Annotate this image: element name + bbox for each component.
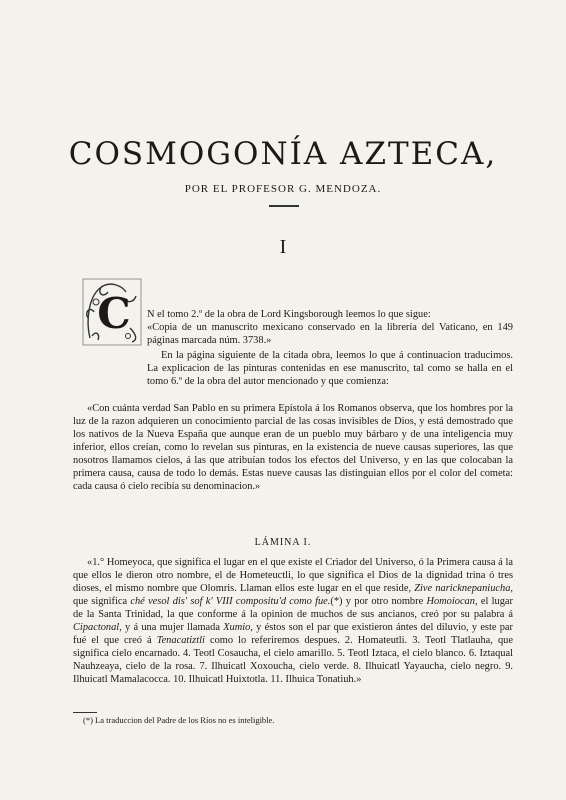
paragraph-1-quote: «Copia de un manuscrito mexicano conservado en la librería del Vaticano, en 149 páginas marcada núm. 3738.»	[147, 322, 513, 346]
drop-cap-letter: C	[97, 289, 131, 338]
paragraph-3-quote: «Con cuánta verdad San Pablo en su primera Epístola á los Romanos observa, que los hombres por la luz de la razon adquieren un conocimiento parcial de las cosas invisibles de Dios, y está demostrado que los nativos de la Nueva España que aunque eran de un pueblo muy bárbaro y de una inteligencia muy inferior, ellos creían, como lo revelan sus pinturas, en la existencia de nueve causas superiores, las que nosotros llamamos cielos, á las que atribuían todos los efectos del Universo, y en las que colocaban la primera causa, causa de todo lo demás. Estas nueve causas las distinguian ellos por el color del cometa: cada causa ó cielo recibía su denominacion.»	[73, 403, 513, 492]
footnote: (*) La traduccion del Padre de los Ríos no es inteligible.	[83, 715, 275, 725]
lamina-heading: LÁMINA I.	[254, 537, 312, 548]
section-number: I	[279, 236, 287, 258]
footnote-divider	[73, 712, 97, 713]
author-byline: POR EL PROFESOR G. MENDOZA.	[184, 183, 382, 195]
ornamental-initial-c	[82, 278, 142, 346]
lamina-paragraph: «1.° Homeyoca, que significa el lugar en el que existe el Criador del Universo, ó la Primera causa á la que ellos le dieron otro nombre, el de Hometeuctli, lo que significa el Dios de la dignidad trina ó tres dioses, el mismo nombre que Olomris. Llaman ellos este lugar en el que reside, Zive naricknepaniucha, que significa ché vesol dis' sof k' VIII compositu'd como fue.(*) y por otro nombre Homoiocan, el lugar de la Santa Trinidad, la que conforme á la opinion de muchos de sus ancianos, creó por su palabra á Cipactonal, y á una mujer llamada Xumio, y éstos son el par que existieron ántes del diluvio, y este par fué el que creó á Tenacatiztli como lo referiremos despues. 2. Homateutli. 3. Teotl Tlatlauha, que significa cielo encarnado. 4. Teotl Cosaucha, el cielo amarillo. 5. Teotl Iztaca, el cielo blanco. 6. Iztaqual Nauhzeaya, cielo de la rosa. 7. Ilhuicatl Xoxoucha, cielo verde. 8. Ilhuicatl Yayaucha, cielo negro. 9. Ilhuicatl Mamalacocca. 10. Ilhuicatl Huixtotla. 11. Ilhuica Tonatiuh.»	[73, 557, 513, 685]
paragraph-2: En la página siguiente de la citada obra, leemos lo que á continuacion traducimos. La explicacion de las pinturas contenidas en ese manuscrito, tal como se halla en el tomo 6.º de la obra del autor mencionado y que comienza:	[147, 350, 513, 387]
page-title: COSMOGONÍA AZTECA,	[68, 136, 498, 172]
title-divider	[269, 205, 299, 207]
paragraph-1-first-line: N el tomo 2.º de la obra de Lord Kingsborough leemos lo que sigue:	[147, 309, 431, 320]
